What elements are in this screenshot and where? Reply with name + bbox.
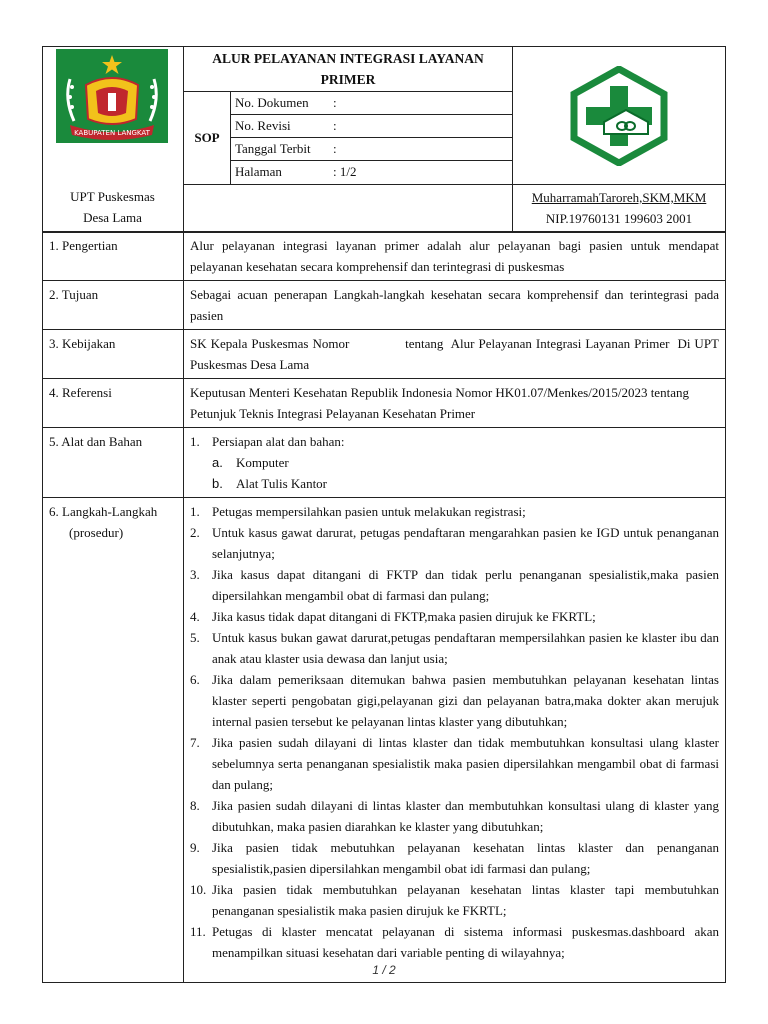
title-and-meta-cell xyxy=(184,47,513,185)
step-item xyxy=(190,669,719,732)
text-tujuan: Sebagai acuan penerapan Langkah-langkah kesehatan secara komprehensif dan terintegrasi pada pasien xyxy=(184,281,726,330)
content-alat-bahan xyxy=(184,428,726,498)
document-meta xyxy=(231,92,512,184)
signer-nip: NIP.19760131 199603 2001 xyxy=(545,211,693,226)
sop-document xyxy=(42,46,725,983)
puskesmas-logo-icon xyxy=(564,66,674,166)
row-langkah-langkah xyxy=(43,498,726,983)
step-text: Jika pasien tidak mebutuhkan pelayanan kesehatan lintas klaster dan penanganan spesialistik,pasien dipersilahkan mengambil obat idi farmasi dan pulang; xyxy=(212,840,719,876)
meta-row-revisi xyxy=(231,115,512,138)
right-logo-cell xyxy=(513,47,726,185)
label-langkah-langkah xyxy=(43,498,184,983)
page-number: 1 / 2 xyxy=(372,963,396,977)
step-item xyxy=(190,837,719,879)
meta-key: Tanggal Terbit xyxy=(235,141,311,156)
row-referensi xyxy=(43,379,726,428)
step-item xyxy=(190,501,719,522)
sections-table xyxy=(42,231,726,983)
label-tujuan: 2. Tujuan xyxy=(43,281,184,330)
step-text: Jika kasus tidak dapat ditangani di FKTP,maka pasien dirujuk ke FKRTL; xyxy=(212,609,596,624)
step-item xyxy=(190,921,719,963)
text-pengertian: Alur pelayanan integrasi layanan primer adalah alur pelayanan bagi pasien untuk mendapat pelayanan kesehatan secara komprehensif dan terintegrasi di puskesmas xyxy=(184,232,726,281)
meta-value: : xyxy=(333,118,337,133)
step-text: Jika kasus dapat ditangani di FKTP dan tidak perlu penanganan spesialistik,maka pasien dipersilahkan mengambil obat di farmasi dan pulang; xyxy=(212,567,719,603)
meta-row-dokumen xyxy=(231,92,512,115)
step-text: Jika pasien sudah dilayani di lintas klaster dan membutuhkan konsultasi ulang di klaster yang dibutuhkan, maka pasien diarahkan ke klaster yang dibutuhkan; xyxy=(212,798,719,834)
step-text: Petugas mempersilahkan pasien untuk melakukan registrasi; xyxy=(212,504,526,519)
label-alat-bahan: 5. Alat dan Bahan xyxy=(43,428,184,498)
step-item xyxy=(190,627,719,669)
kabupaten-langkat-emblem-icon xyxy=(56,49,168,143)
step-item xyxy=(190,795,719,837)
meta-value: : xyxy=(333,95,337,110)
step-number: 2. xyxy=(190,525,200,540)
org-line-1: UPT Puskesmas xyxy=(70,189,155,204)
list-number: 1. xyxy=(190,434,200,449)
org-name xyxy=(42,184,183,234)
step-text: Untuk kasus bukan gawat darurat,petugas pendaftaran mempersilahkan pasien ke klaster ibu dan anak atau klaster usia dewasa dan lanjut usia; xyxy=(212,630,719,666)
label-langkah-line-1: 6. Langkah-Langkah xyxy=(49,504,158,519)
step-number: 3. xyxy=(190,567,200,582)
step-number: 10. xyxy=(190,882,207,897)
step-number: 4. xyxy=(190,609,200,624)
step-item xyxy=(190,606,719,627)
step-text: Untuk kasus gawat darurat, petugas pendaftaran mengarahkan pasien ke IGD untuk penanganan selanjutnya; xyxy=(212,525,719,561)
label-pengertian: 1. Pengertian xyxy=(43,232,184,281)
step-number: 11. xyxy=(190,924,206,939)
step-number: 1. xyxy=(190,504,200,519)
step-item xyxy=(190,522,719,564)
sub-list-item xyxy=(190,452,719,473)
step-item xyxy=(190,732,719,795)
label-langkah-line-2: (prosedur) xyxy=(69,525,124,540)
step-text: Petugas di klaster mencatat pelayanan di sistema informasi puskesmas.dashboard akan menampilkan situasi kesehatan dari variable penting di wilayahnya; xyxy=(212,924,719,960)
step-number: 7. xyxy=(190,735,200,750)
meta-row-halaman xyxy=(231,161,512,183)
step-number: 6. xyxy=(190,672,200,687)
empty-mid-cell xyxy=(184,185,513,233)
sub-list-item xyxy=(190,473,719,494)
list-text: Persiapan alat dan bahan: xyxy=(212,434,345,449)
sop-label: SOP xyxy=(184,92,231,184)
row-alat-bahan xyxy=(43,428,726,498)
signature-cell xyxy=(513,185,726,233)
step-text: Jika pasien tidak membutuhkan pelayanan kesehatan lintas klaster tapi membutuhkan penanganan spesialistik maka pasien dirujuk ke FKRTL; xyxy=(212,882,719,918)
sub-list-text: Alat Tulis Kantor xyxy=(236,476,328,491)
step-text: Jika pasien sudah dilayani di lintas klaster dan tidak membutuhkan konsultasi ulang klaster sebelumnya serta penanganan spesialistik maka pasien dipersilahkan mengambil obat di farmasi dan pulang; xyxy=(212,735,719,792)
emblem-ribbon-text: KABUPATEN LANGKAT xyxy=(74,129,150,137)
sub-list-letter: b. xyxy=(212,476,223,491)
text-referensi: Keputusan Menteri Kesehatan Republik Indonesia Nomor HK01.07/Menkes/2015/2023 tentang Petunjuk Teknis Integrasi Pelayanan Kesehatan Primer xyxy=(184,379,726,428)
step-text: Jika dalam pemeriksaan ditemukan bahwa pasien membutuhkan pelayanan kesehatan lintas klaster seperti pengobatan gigi,pelayanan gizi dan pelayanan batra,maka dokter akan merujuk internal pasien tersebut ke pelayanan lintas klaster yang dibutuhkan; xyxy=(212,672,719,729)
meta-value: : 1/2 xyxy=(333,164,357,179)
label-kebijakan: 3. Kebijakan xyxy=(43,330,184,379)
meta-key: Halaman xyxy=(235,164,282,179)
meta-value: : xyxy=(333,141,337,156)
row-tujuan xyxy=(43,281,726,330)
step-item xyxy=(190,879,719,921)
sub-list-text: Komputer xyxy=(236,455,289,470)
steps-list xyxy=(184,498,726,983)
step-item xyxy=(190,564,719,606)
sub-list-letter: a. xyxy=(212,455,223,470)
row-pengertian xyxy=(43,232,726,281)
step-number: 9. xyxy=(190,840,200,855)
row-kebijakan xyxy=(43,330,726,379)
document-title: ALUR PELAYANAN INTEGRASI LAYANAN PRIMER xyxy=(212,51,484,87)
label-referensi: 4. Referensi xyxy=(43,379,184,428)
step-number: 5. xyxy=(190,630,200,645)
meta-key: No. Dokumen xyxy=(235,95,309,110)
org-line-2: Desa Lama xyxy=(83,210,142,225)
list-item xyxy=(190,431,719,452)
signer-name: MuharramahTaroreh,SKM,MKM xyxy=(531,190,707,205)
meta-key: No. Revisi xyxy=(235,118,291,133)
step-number: 8. xyxy=(190,798,200,813)
meta-row-tanggal-terbit xyxy=(231,138,512,161)
text-kebijakan: SK Kepala Puskesmas Nomor tentang Alur Pelayanan Integrasi Layanan Primer Di UPT Puskesmas Desa Lama xyxy=(184,330,726,379)
